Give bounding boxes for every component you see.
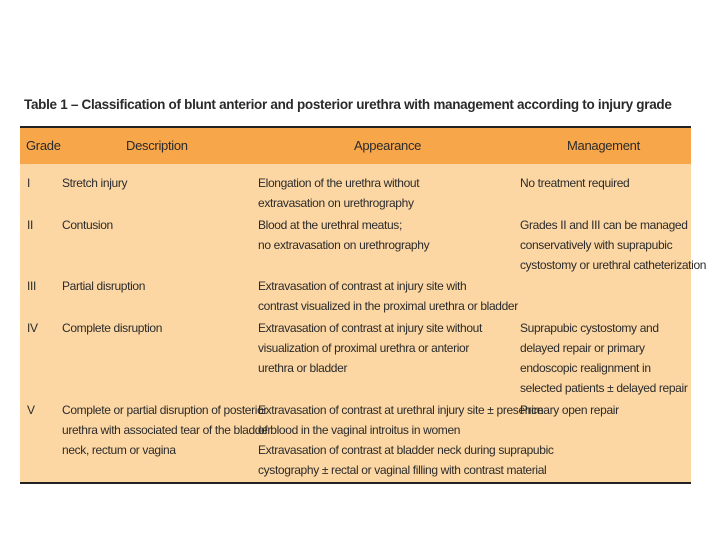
cell-description bbox=[62, 215, 113, 235]
text-line: Stretch injury bbox=[62, 176, 128, 190]
cell-appearance bbox=[258, 400, 554, 480]
text-line: no extravasation on urethrography bbox=[258, 238, 430, 252]
cell-grade: II bbox=[27, 218, 33, 232]
header-management: Management bbox=[567, 138, 640, 153]
cell-description bbox=[62, 400, 271, 460]
text-line: Grades II and III can be managed bbox=[520, 218, 688, 232]
text-line: Elongation of the urethra without bbox=[258, 176, 420, 190]
text-line: neck, rectum or vagina bbox=[62, 443, 176, 457]
cell-appearance bbox=[258, 173, 419, 213]
text-line: endoscopic realignment in bbox=[520, 361, 651, 375]
text-line: delayed repair or primary bbox=[520, 341, 645, 355]
text-line: cystostomy or urethral catheterization bbox=[520, 258, 707, 272]
text-line: Extravasation of contrast at bladder neck during suprapubic bbox=[258, 443, 554, 457]
text-line: urethra with associated tear of the bladder bbox=[62, 423, 272, 437]
text-line: selected patients ± delayed repair bbox=[520, 381, 688, 395]
classification-table bbox=[20, 126, 707, 484]
text-line: visualization of proximal urethra or anterior bbox=[258, 341, 470, 355]
table-caption: Table 1 – Classification of blunt anterior and posterior urethra with management according to injury grade bbox=[24, 97, 672, 112]
text-line: Blood at the urethral meatus; bbox=[258, 218, 402, 232]
cell-description bbox=[62, 173, 127, 193]
cell-grade: III bbox=[27, 279, 36, 293]
cell-description bbox=[62, 276, 145, 296]
text-line: Complete or partial disruption of posterior bbox=[62, 403, 268, 417]
cell-appearance bbox=[258, 318, 482, 378]
cell-grade: IV bbox=[27, 321, 38, 335]
text-line: No treatment required bbox=[520, 176, 630, 190]
text-line: Extravasation of contrast at injury site with bbox=[258, 279, 467, 293]
header-grade: Grade bbox=[26, 138, 61, 153]
header-appearance: Appearance bbox=[354, 138, 422, 153]
text-line: Complete disruption bbox=[62, 321, 163, 335]
cell-management bbox=[520, 173, 629, 193]
cell-management bbox=[520, 215, 706, 275]
table-header bbox=[20, 128, 691, 164]
cell-management bbox=[520, 318, 687, 398]
text-line: Contusion bbox=[62, 218, 113, 232]
text-line: Extravasation of contrast at urethral injury site ± presence bbox=[258, 403, 544, 417]
text-line: contrast visualized in the proximal urethra or bladder bbox=[258, 299, 518, 313]
text-line: Primary open repair bbox=[520, 403, 619, 417]
text-line: of blood in the vaginal introitus in women bbox=[258, 423, 461, 437]
text-line: cystography ± rectal or vaginal filling with contrast material bbox=[258, 463, 547, 477]
text-line: Suprapubic cystostomy and bbox=[520, 321, 659, 335]
header-description: Description bbox=[126, 138, 188, 153]
cell-grade: I bbox=[27, 176, 30, 190]
cell-appearance bbox=[258, 215, 429, 255]
text-line: extravasation on urethrography bbox=[258, 196, 414, 210]
text-line: Extravasation of contrast at injury site without bbox=[258, 321, 482, 335]
text-line: conservatively with suprapubic bbox=[520, 238, 673, 252]
text-line: urethra or bladder bbox=[258, 361, 348, 375]
cell-management bbox=[520, 400, 619, 420]
cell-description bbox=[62, 318, 162, 338]
cell-appearance bbox=[258, 276, 518, 316]
cell-grade: V bbox=[27, 403, 35, 417]
text-line: Partial disruption bbox=[62, 279, 146, 293]
